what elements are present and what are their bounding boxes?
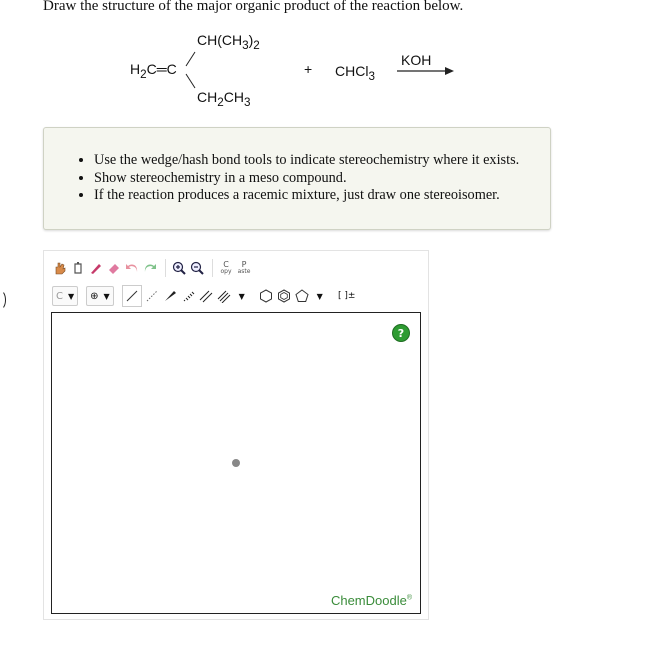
plus-sign: + [304, 61, 313, 77]
chemdoodle-brand [331, 593, 412, 608]
dashed-bond-icon[interactable] [144, 288, 160, 304]
toolbar-row-1 [52, 257, 254, 279]
element-selector[interactable] [52, 286, 78, 306]
substituent-top: $CH(CH_3)_2$ [197, 32, 260, 52]
copy-button[interactable] [218, 260, 234, 276]
bracket-charge-tool[interactable]: [ ]± [337, 291, 356, 301]
copy-label-bottom: opy [220, 268, 232, 275]
double-bond-icon[interactable] [198, 288, 214, 304]
instructions-list [44, 152, 519, 205]
page-edge-arc [0, 290, 6, 310]
bond-top [186, 52, 195, 66]
single-bond-tool[interactable] [122, 285, 142, 307]
alkene-group: $H_2C═C$ [130, 61, 177, 81]
copy-label-top: C [223, 260, 229, 269]
paste-button[interactable] [236, 260, 252, 276]
benzene-icon[interactable] [276, 288, 292, 304]
drawing-canvas[interactable] [51, 312, 421, 614]
brand-name: ChemDoodle [330, 593, 407, 608]
eraser-icon[interactable] [106, 260, 122, 276]
toolbar-row-2 [52, 285, 360, 307]
bond-dropdown-arrow-icon[interactable]: ▼ [238, 291, 245, 301]
zoom-in-icon[interactable] [171, 260, 187, 276]
ring-dropdown-arrow-icon[interactable]: ▼ [316, 291, 323, 301]
instructions-box [43, 127, 551, 230]
instruction-item: • If the reaction produces a racemic mixture, just draw one stereoisomer. [94, 187, 519, 205]
canvas-center-dot [232, 459, 240, 467]
wedge-bond-icon[interactable] [162, 288, 178, 304]
reaction-condition: KOH [401, 52, 432, 68]
chemdoodle-editor [43, 250, 429, 620]
pencil-icon[interactable] [88, 260, 104, 276]
paste-label-top: P [241, 260, 247, 269]
hash-bond-icon[interactable] [180, 288, 196, 304]
toolbar-separator [165, 259, 166, 277]
charge-symbol: ⊕ [90, 290, 99, 302]
element-selector-label: C [56, 290, 63, 302]
question-text: Draw the structure of the major organic product of the reaction below. [43, 0, 464, 14]
charge-selector[interactable] [86, 286, 114, 306]
toolbar-separator [212, 259, 213, 277]
brand-mark: ® [406, 594, 412, 602]
dropdown-arrow-icon: ▼ [103, 291, 110, 301]
lasso-icon[interactable] [70, 260, 86, 276]
cyclopentane-icon[interactable] [294, 288, 310, 304]
undo-icon[interactable] [124, 260, 140, 276]
redo-icon[interactable] [142, 260, 158, 276]
bond-bottom [186, 74, 195, 88]
help-icon[interactable]: ? [392, 324, 410, 342]
reaction-scheme [120, 28, 470, 108]
triple-bond-icon[interactable] [216, 288, 232, 304]
reaction-arrow-head [445, 67, 454, 75]
instruction-item: • Show stereochemistry in a meso compound. [94, 170, 519, 188]
substituent-bottom: $CH_2CH_3$ [197, 89, 251, 109]
paste-label-bottom: aste [237, 268, 251, 275]
dropdown-arrow-icon: ▼ [67, 291, 75, 301]
hand-pan-icon[interactable] [52, 260, 68, 276]
zoom-out-icon[interactable] [189, 260, 205, 276]
instruction-item: • Use the wedge/hash bond tools to indicate stereochemistry where it exists. [94, 152, 519, 170]
reagent: CHCl$_3$ [335, 63, 375, 83]
cyclohexane-icon[interactable] [258, 288, 274, 304]
